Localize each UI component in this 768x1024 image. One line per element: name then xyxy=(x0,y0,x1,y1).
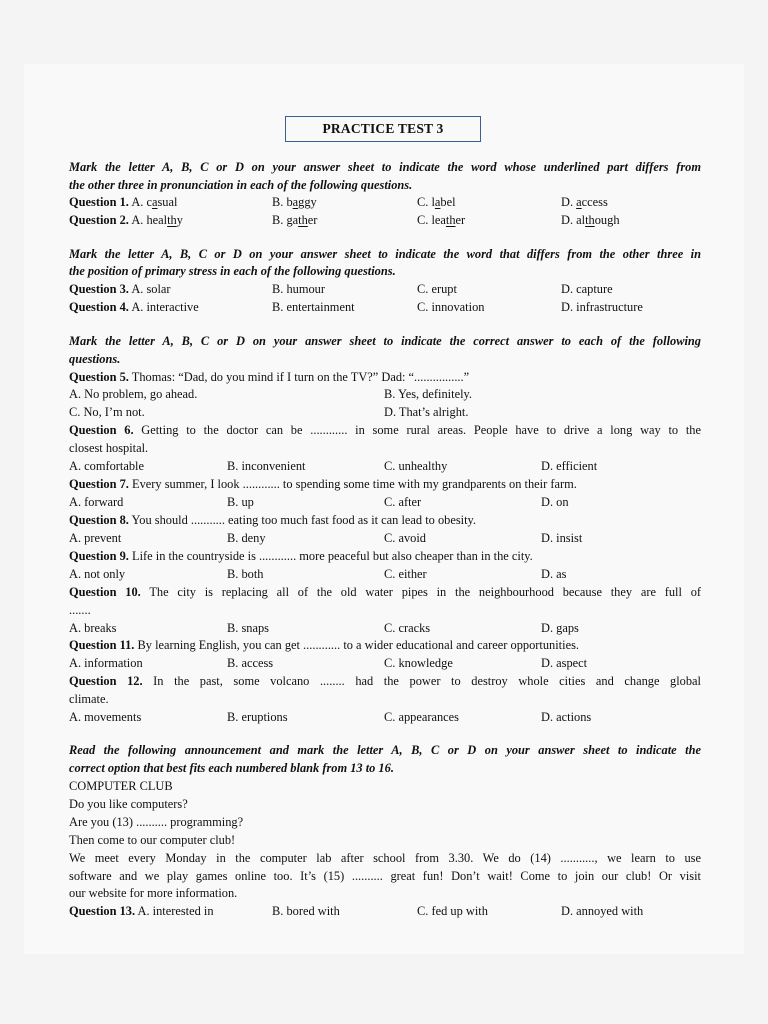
q3-option-b: B. humour xyxy=(272,282,326,296)
instruction-4-line-2: correct option that best fits each numbered blank from 13 to 16. xyxy=(69,761,394,775)
passage-line-4: We meet every Monday in the computer lab after school from 3.30. We do (14) ..........., we learn to use xyxy=(69,851,701,865)
option-a: A. interactive xyxy=(131,300,199,314)
question-10-text-cont: ....... xyxy=(69,603,91,617)
q5-option-a: A. No problem, go ahead. xyxy=(69,387,198,401)
q7-option-a: A. forward xyxy=(69,495,124,509)
question-label: Question 1. xyxy=(69,195,129,209)
option-a: A. casual xyxy=(131,195,178,209)
option-a: A. healthy xyxy=(131,213,183,227)
question-label: Question 12. xyxy=(69,674,143,688)
q5-option-b: B. Yes, definitely. xyxy=(384,387,472,401)
question-9 xyxy=(69,547,533,565)
question-text: The city is replacing all of the old water pipes in the neighbourhood because they are full of xyxy=(149,585,702,599)
question-12-text-cont: climate. xyxy=(69,692,109,706)
question-text: Thomas: “Dad, do you mind if I turn on the TV?” Dad: “................” xyxy=(131,370,470,384)
q2-option-c: C. leather xyxy=(417,213,466,227)
q4-option-d: D. infrastructure xyxy=(561,300,643,314)
q13-option-c: C. fed up with xyxy=(417,904,488,918)
instruction-1-line-1: Mark the letter A, B, C or D on your answer sheet to indicate the word whose underlined part differs from xyxy=(69,160,701,174)
q11-option-a: A. information xyxy=(69,656,143,670)
q6-option-a: A. comfortable xyxy=(69,459,145,473)
q3-option-d: D. capture xyxy=(561,282,613,296)
question-text: Life in the countryside is ............ more peaceful but also cheaper than in the city. xyxy=(132,549,533,563)
passage-line-2: Are you (13) .......... programming? xyxy=(69,815,244,829)
q8-option-b: B. deny xyxy=(227,531,266,545)
instruction-2-line-1: Mark the letter A, B, C or D on your answer sheet to indicate the word that differs from the other three in xyxy=(69,247,701,261)
q7-option-d: D. on xyxy=(541,495,569,509)
question-text: By learning English, you can get ............ to a wider educational and career opportunities. xyxy=(137,638,579,652)
instruction-1-line-2: the other three in pronunciation in each of the following questions. xyxy=(69,178,413,192)
question-label: Question 5. xyxy=(69,370,129,384)
question-label: Question 4. xyxy=(69,300,129,314)
q2-option-b: B. gather xyxy=(272,213,318,227)
q10-option-c: C. cracks xyxy=(384,621,431,635)
instruction-3-line-1: Mark the letter A, B, C or D on your answer sheet to indicate the correct answer to each of the following xyxy=(69,334,701,348)
question-7 xyxy=(69,475,577,493)
q6-option-b: B. inconvenient xyxy=(227,459,306,473)
question-8 xyxy=(69,511,476,529)
passage-line-3: Then come to our computer club! xyxy=(69,833,236,847)
q9-option-b: B. both xyxy=(227,567,264,581)
instruction-2-line-2: the position of primary stress in each of the following questions. xyxy=(69,264,396,278)
q8-option-a: A. prevent xyxy=(69,531,122,545)
question-label: Question 6. xyxy=(69,423,134,437)
q8-option-c: C. avoid xyxy=(384,531,426,545)
question-11 xyxy=(69,636,579,654)
question-label: Question 9. xyxy=(69,549,129,563)
question-label: Question 7. xyxy=(69,477,129,491)
q12-option-c: C. appearances xyxy=(384,710,459,724)
q10-option-d: D. gaps xyxy=(541,621,579,635)
question-13 xyxy=(69,902,214,920)
q6-option-d: D. efficient xyxy=(541,459,598,473)
q13-option-d: D. annoyed with xyxy=(561,904,644,918)
question-text: In the past, some volcano ........ had the power to destroy whole cities and change global xyxy=(153,674,702,688)
question-text: Every summer, I look ............ to spending some time with my grandparents on their farm. xyxy=(132,477,577,491)
passage-line-6: our website for more information. xyxy=(69,886,238,900)
q7-option-b: B. up xyxy=(227,495,254,509)
option-a: A. interested in xyxy=(137,904,214,918)
q12-option-b: B. eruptions xyxy=(227,710,288,724)
page-title-text: PRACTICE TEST 3 xyxy=(322,121,444,136)
q11-option-b: B. access xyxy=(227,656,274,670)
instruction-3-line-2: questions. xyxy=(69,352,121,366)
q3-option-c: C. erupt xyxy=(417,282,457,296)
question-6 xyxy=(69,421,701,439)
question-label: Question 13. xyxy=(69,904,136,918)
question-2 xyxy=(69,211,183,229)
question-5 xyxy=(69,368,469,386)
q10-option-a: A. breaks xyxy=(69,621,117,635)
page-title xyxy=(285,116,481,142)
question-label: Question 8. xyxy=(69,513,129,527)
passage-line-1: Do you like computers? xyxy=(69,797,188,811)
question-label: Question 10. xyxy=(69,585,141,599)
instruction-4-line-1: Read the following announcement and mark the letter A, B, C or D on your answer sheet to indicate the xyxy=(69,743,701,757)
q1-option-b: B. baggy xyxy=(272,195,317,209)
question-text: You should ........... eating too much fast food as it can lead to obesity. xyxy=(131,513,477,527)
q5-option-d: D. That’s alright. xyxy=(384,405,469,419)
q9-option-a: A. not only xyxy=(69,567,126,581)
q6-option-c: C. unhealthy xyxy=(384,459,448,473)
question-1 xyxy=(69,193,177,211)
q4-option-c: C. innovation xyxy=(417,300,485,314)
q7-option-c: C. after xyxy=(384,495,422,509)
q5-option-c: C. No, I’m not. xyxy=(69,405,145,419)
question-10 xyxy=(69,583,701,601)
q1-option-d: D. access xyxy=(561,195,608,209)
q10-option-b: B. snaps xyxy=(227,621,269,635)
club-title: COMPUTER CLUB xyxy=(69,779,173,793)
question-text: Getting to the doctor can be ............ in some rural areas. People have to drive a long way to the xyxy=(141,423,701,437)
q4-option-b: B. entertainment xyxy=(272,300,355,314)
question-4 xyxy=(69,298,199,316)
passage-line-5: software and we play games online too. It’s (15) .......... great fun! Don’t wait! Come to join our club! Or visit xyxy=(69,869,701,883)
question-label: Question 2. xyxy=(69,213,129,227)
q8-option-d: D. insist xyxy=(541,531,583,545)
q1-option-c: C. label xyxy=(417,195,456,209)
question-label: Question 11. xyxy=(69,638,135,652)
question-3 xyxy=(69,280,171,298)
q12-option-a: A. movements xyxy=(69,710,142,724)
q9-option-d: D. as xyxy=(541,567,567,581)
q2-option-d: D. although xyxy=(561,213,620,227)
q12-option-d: D. actions xyxy=(541,710,592,724)
q11-option-c: C. knowledge xyxy=(384,656,453,670)
question-label: Question 3. xyxy=(69,282,129,296)
option-a: A. solar xyxy=(131,282,171,296)
q13-option-b: B. bored with xyxy=(272,904,340,918)
q11-option-d: D. aspect xyxy=(541,656,588,670)
q9-option-c: C. either xyxy=(384,567,427,581)
question-6-text-cont: closest hospital. xyxy=(69,441,149,455)
question-12 xyxy=(69,672,701,690)
